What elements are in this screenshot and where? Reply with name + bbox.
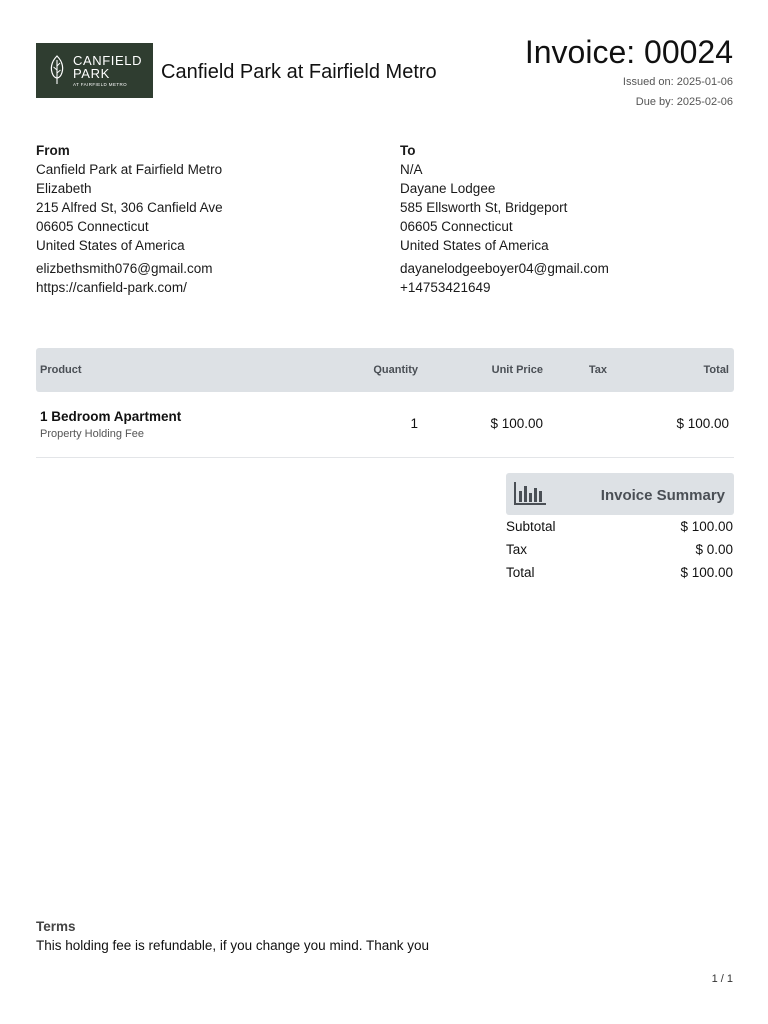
from-company: Canfield Park at Fairfield Metro: [36, 162, 223, 177]
product-description: Property Holding Fee: [40, 428, 144, 440]
total-value: $ 100.00: [680, 565, 733, 580]
row-quantity: 1: [410, 416, 418, 431]
header-quantity: Quantity: [373, 364, 418, 376]
to-email: dayanelodgeeboyer04@gmail.com: [400, 261, 609, 276]
from-heading: From: [36, 143, 70, 158]
from-country: United States of America: [36, 238, 185, 253]
terms-title: Terms: [36, 919, 76, 934]
row-unit-price: $ 100.00: [490, 416, 543, 431]
header-tax: Tax: [588, 364, 607, 376]
to-block: [400, 141, 609, 297]
subtotal-value: $ 100.00: [680, 519, 733, 534]
header-unit-price: Unit Price: [491, 364, 543, 376]
logo-text-canfield: CANFIELD: [73, 53, 143, 68]
due-date: Due by: 2025-02-06: [635, 96, 733, 108]
line-items-header: [36, 348, 734, 392]
from-email: elizbethsmith076@gmail.com: [36, 261, 213, 276]
from-zip-state: 06605 Connecticut: [36, 219, 149, 234]
header-product: Product: [40, 364, 82, 376]
bar-chart-icon: [514, 482, 546, 506]
invoice-summary-header: [506, 473, 734, 515]
tax-value: $ 0.00: [695, 542, 733, 557]
to-company: N/A: [400, 162, 423, 177]
tax-label: Tax: [506, 542, 528, 557]
to-phone: +14753421649: [400, 280, 491, 295]
to-contact-name: Dayane Lodgee: [400, 181, 496, 196]
product-name: 1 Bedroom Apartment: [40, 409, 182, 424]
summary-title: Invoice Summary: [600, 487, 725, 504]
header-total: Total: [703, 364, 729, 376]
subtotal-label: Subtotal: [506, 519, 556, 534]
from-block: [36, 141, 223, 297]
from-contact-name: Elizabeth: [36, 181, 92, 196]
table-row: [36, 392, 734, 458]
company-name: Canfield Park at Fairfield Metro: [161, 61, 437, 83]
issued-date: Issued on: 2025-01-06: [622, 76, 733, 88]
logo-text-park: PARK: [73, 66, 110, 81]
to-heading: To: [400, 143, 416, 158]
company-logo: [36, 43, 153, 98]
to-zip-state: 06605 Connecticut: [400, 219, 513, 234]
page-number: 1 / 1: [711, 973, 733, 985]
from-street: 215 Alfred St, 306 Canfield Ave: [36, 200, 223, 215]
invoice-title: Invoice: 00024: [524, 34, 733, 70]
row-total: $ 100.00: [676, 416, 729, 431]
to-street: 585 Ellsworth St, Bridgeport: [400, 200, 568, 215]
to-country: United States of America: [400, 238, 549, 253]
logo-text-subtitle: AT FAIRFIELD METRO: [73, 82, 128, 87]
terms-text: This holding fee is refundable, if you change you mind. Thank you: [36, 938, 429, 953]
total-label: Total: [506, 565, 535, 580]
leaf-icon: [48, 54, 66, 86]
from-website: https://canfield-park.com/: [36, 280, 187, 295]
